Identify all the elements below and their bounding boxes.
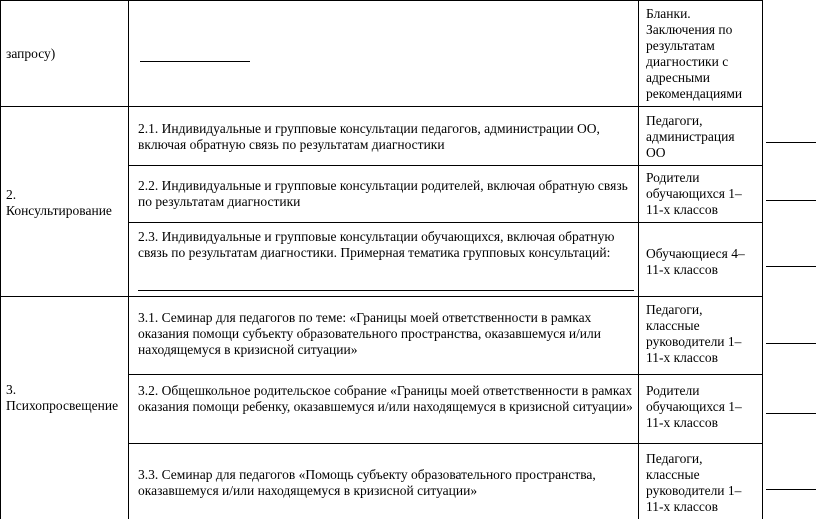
section-cell-text: 2. Консультирование bbox=[6, 187, 112, 218]
audience-cell-text: Педагоги, администрация ОО bbox=[646, 113, 735, 160]
audience-cell-text: Родители обучающихся 1–11-х классов bbox=[646, 170, 742, 217]
margin-mark bbox=[766, 200, 816, 201]
blank-line bbox=[140, 61, 250, 62]
activity-cell-text: 3.2. Общешкольное родительское собрание «Границы моей ответственности в рамках оказания помощи ребенку, оказавшемуся и/или находящемуся в кризисной ситуации» bbox=[138, 383, 633, 414]
grid-line bbox=[0, 106, 763, 107]
margin-mark bbox=[766, 489, 816, 490]
grid-line bbox=[0, 0, 763, 1]
margin-mark bbox=[766, 343, 816, 344]
audience-cell-text: Педагоги, классные руководители 1–11-х классов bbox=[646, 451, 742, 514]
grid-line bbox=[0, 296, 763, 297]
grid-line bbox=[762, 0, 763, 519]
blank-line bbox=[138, 290, 634, 291]
activity-cell-text: 3.3. Семинар для педагогов «Помощь субъекту образовательного пространства, оказавшемуся и/или находящемуся в кризисной ситуации» bbox=[138, 467, 596, 498]
audience-cell-text: Родители обучающихся 1–11-х классов bbox=[646, 383, 742, 430]
grid-line bbox=[0, 0, 1, 519]
section-cell-text: запросу) bbox=[6, 46, 56, 61]
margin-mark bbox=[766, 266, 816, 267]
audience-cell-text: Обучающиеся 4–11-х классов bbox=[646, 246, 745, 277]
grid-line bbox=[128, 222, 763, 223]
grid-line bbox=[128, 165, 763, 166]
margin-mark bbox=[766, 142, 816, 143]
audience-cell-text: Бланки. Заключения по результатам диагностики с адресными рекомендациями bbox=[646, 6, 743, 101]
margin-mark bbox=[766, 413, 816, 414]
activity-cell-text: 2.3. Индивидуальные и групповые консультации обучающихся, включая обратную связь по результатам диагностики. Примерная тематика групповых консультаций: bbox=[138, 229, 615, 260]
activity-cell-text: 2.2. Индивидуальные и групповые консультации родителей, включая обратную связь по результатам диагностики bbox=[138, 178, 628, 209]
activity-cell-text: 3.1. Семинар для педагогов по теме: «Границы моей ответственности в рамках оказания помощи субъекту образовательного пространства, оказавшемуся и/или находящемуся в кризисной ситуации» bbox=[138, 310, 601, 357]
grid-line bbox=[638, 0, 639, 519]
grid-line bbox=[128, 443, 763, 444]
section-cell-text: 3. Психопросвещение bbox=[6, 382, 119, 413]
grid-line bbox=[128, 374, 763, 375]
grid-line bbox=[128, 0, 129, 519]
activity-cell-text: 2.1. Индивидуальные и групповые консультации педагогов, администрации ОО, включая обратную связь по результатам диагностики bbox=[138, 121, 600, 152]
audience-cell-text: Педагоги, классные руководители 1–11-х классов bbox=[646, 302, 742, 365]
